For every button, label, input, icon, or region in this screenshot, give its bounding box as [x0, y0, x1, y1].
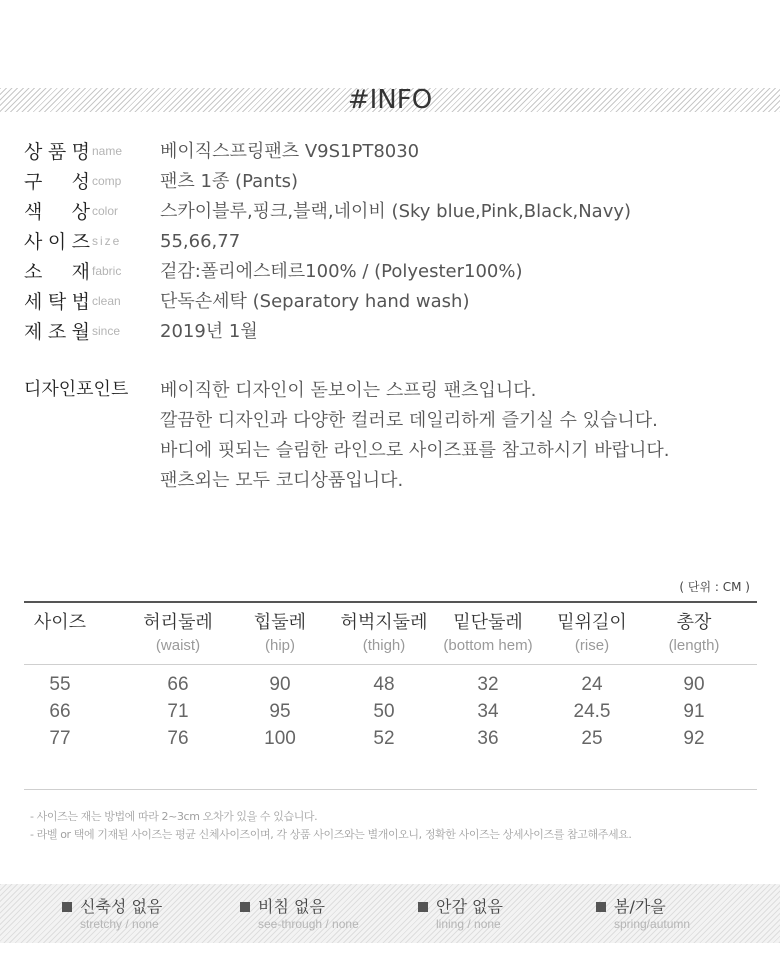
table-cell: 71	[167, 701, 189, 722]
spec-eng-label: comp	[92, 174, 122, 188]
table-cell: 36	[477, 728, 499, 749]
table-cell: 32	[477, 674, 499, 695]
table-cell: 77	[49, 728, 71, 749]
table-cell: 90	[683, 674, 705, 695]
spec-label: 세 탁 법	[24, 291, 90, 313]
spec-label: 제 조 월	[24, 321, 90, 343]
info-title: #INFO	[347, 85, 433, 115]
spec-label: 구 성	[24, 171, 90, 193]
spec-value: 스카이블루,핑크,블랙,네이비 (Sky blue,Pink,Black,Navy)	[160, 201, 632, 222]
table-cell: 48	[373, 674, 395, 695]
spec-value: 단독손세탁 (Separatory hand wash)	[160, 291, 470, 312]
design-point-line: 바디에 핏되는 슬림한 라인으로 사이즈표를 참고하시기 바랍니다.	[160, 440, 670, 461]
size-note: - 사이즈는 재는 방법에 따라 2~3cm 오차가 있을 수 있습니다.	[30, 810, 318, 823]
spec-value: 베이직스프링팬츠 V9S1PT8030	[160, 141, 420, 162]
spec-row-name	[24, 138, 764, 168]
table-header-size: 사이즈	[33, 612, 87, 633]
spec-label: 상 품 명	[24, 141, 90, 163]
spec-value: 팬츠 1종 (Pants)	[160, 171, 299, 192]
table-header-thigh: 허벅지둘레 (thigh)	[340, 612, 428, 654]
design-point-line: 베이직한 디자인이 돋보이는 스프링 팬츠입니다.	[160, 380, 537, 401]
spec-eng-label: name	[92, 144, 123, 158]
table-cell: 34	[477, 701, 499, 722]
table-header-bottom-hem: 밑단둘레 (bottom hem)	[443, 612, 533, 654]
square-bullet-icon	[418, 902, 428, 912]
table-cell: 25	[581, 728, 603, 749]
spec-label: 색 상	[24, 201, 90, 223]
size-unit-label: ( 단위 : CM )	[679, 580, 750, 594]
spec-row-comp	[24, 168, 764, 198]
size-note: - 라벨 or 택에 기재된 사이즈는 평균 신체사이즈이며, 각 상품 사이즈와는 별개이오니, 정확한 사이즈는 상세사이즈를 참고해주세요.	[30, 828, 632, 841]
spec-eng-label: fabric	[92, 264, 122, 278]
design-point-label: 디자인포인트	[24, 379, 129, 400]
size-notes	[30, 808, 632, 844]
spec-label: 사 이 즈	[24, 231, 90, 253]
table-cell: 66	[49, 701, 71, 722]
table-cell: 76	[167, 728, 189, 749]
info-banner	[0, 85, 780, 115]
table-header-rule	[24, 664, 757, 665]
table-cell: 52	[373, 728, 395, 749]
spec-row-color	[24, 198, 764, 228]
feature-bar: 신축성 없음 stretchy / none 비침 없음 see-through / none 안감 없음 lining / none 봄/가을 spring/autumn	[0, 884, 780, 943]
square-bullet-icon	[62, 902, 72, 912]
table-header-rise: 밑위길이 (rise)	[557, 612, 627, 654]
table-cell: 91	[683, 701, 705, 722]
table-header-hip: 힙둘레 (hip)	[253, 612, 307, 654]
spec-row-fabric	[24, 258, 764, 288]
spec-list	[24, 138, 764, 348]
design-point-line: 깔끔한 디자인과 다양한 컬러로 데일리하게 즐기실 수 있습니다.	[160, 410, 658, 431]
spec-eng-label: clean	[92, 294, 121, 308]
table-cell: 24	[581, 674, 603, 695]
spec-value: 55,66,77	[160, 231, 241, 252]
table-header-waist: 허리둘레 (waist)	[143, 612, 213, 654]
table-cell: 55	[49, 674, 71, 695]
table-cell: 92	[683, 728, 705, 749]
spec-row-clean	[24, 288, 764, 318]
spec-value: 2019년 1월	[160, 321, 258, 342]
table-cell: 66	[167, 674, 189, 695]
spec-label: 소 재	[24, 261, 90, 283]
spec-value: 겉감:폴리에스테르100% / (Polyester100%)	[160, 261, 523, 282]
table-cell: 50	[373, 701, 395, 722]
table-bottom-rule	[24, 789, 757, 790]
design-point-line: 팬츠외는 모두 코디상품입니다.	[160, 470, 404, 491]
table-cell: 95	[269, 701, 291, 722]
table-top-rule	[24, 601, 757, 603]
table-cell: 100	[264, 728, 296, 749]
table-header-length: 총장 (length)	[668, 612, 720, 654]
spec-eng-label: since	[92, 324, 121, 338]
table-cell: 90	[269, 674, 291, 695]
spec-eng-label: color	[92, 204, 119, 218]
spec-eng-label: size	[92, 234, 122, 248]
spec-row-since	[24, 318, 764, 348]
square-bullet-icon	[596, 902, 606, 912]
table-cell: 24.5	[573, 701, 611, 722]
spec-row-size	[24, 228, 764, 258]
design-point-text	[160, 376, 670, 496]
square-bullet-icon	[240, 902, 250, 912]
